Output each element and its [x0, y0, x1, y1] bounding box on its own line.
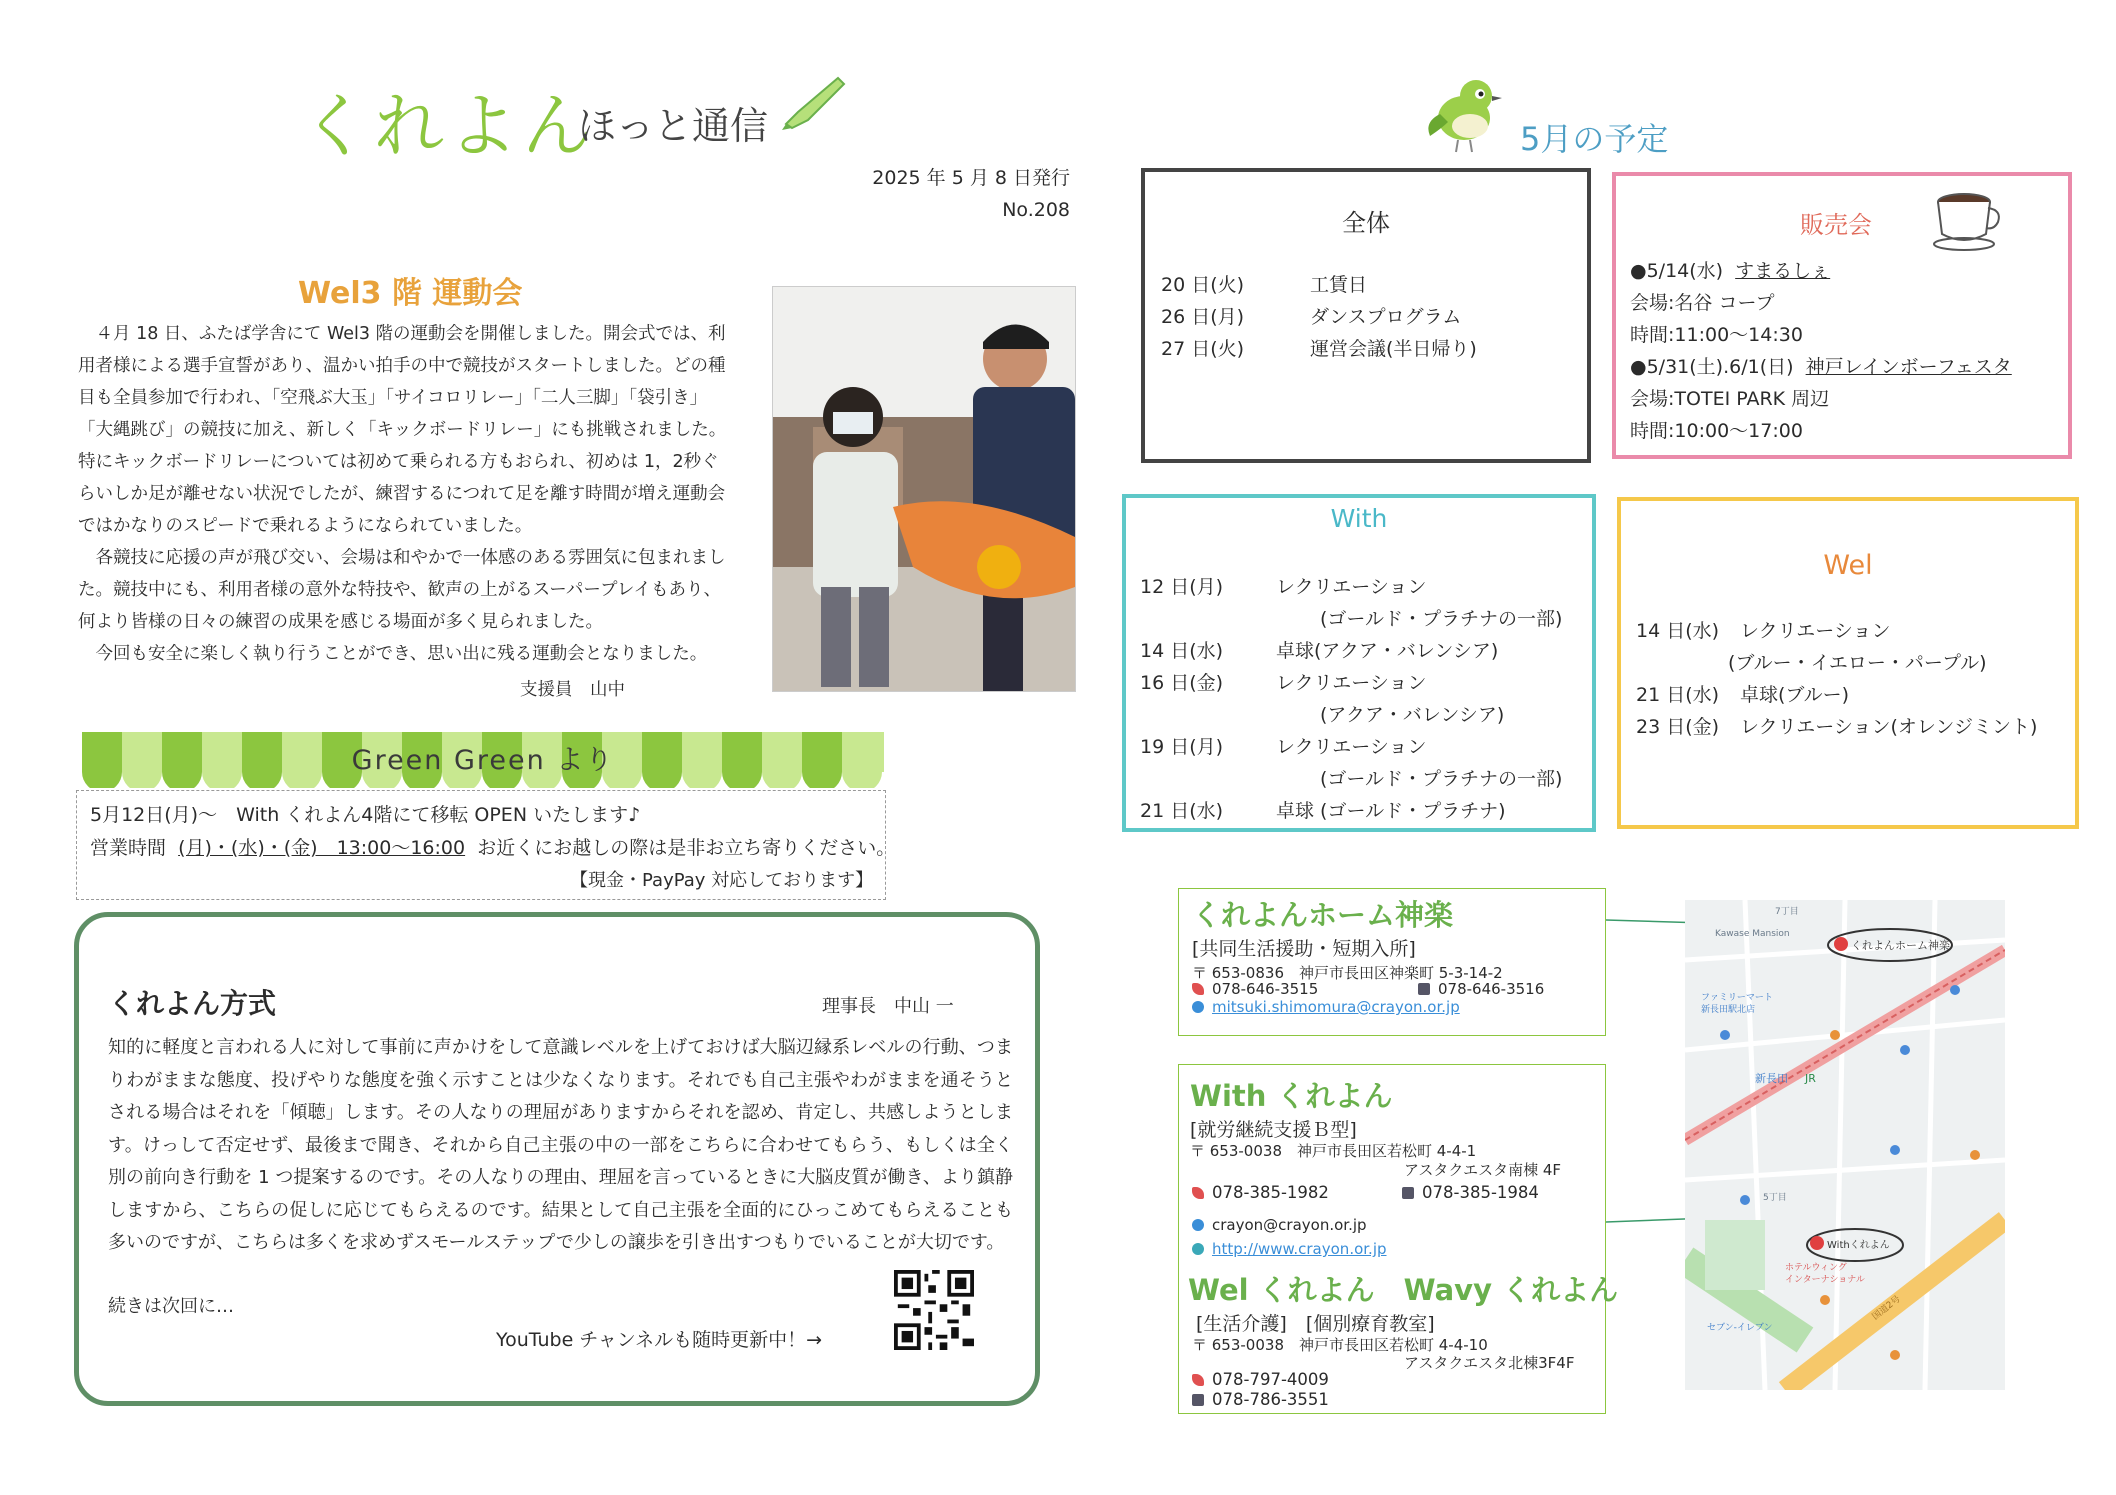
schedule-with-event: 卓球(アクア・バレンシア) [1276, 640, 1499, 662]
sale-venue: 会場:TOTEI PARK 周辺 [1630, 388, 1830, 410]
contact-home-email-text[interactable]: mitsuki.shimomura@crayon.or.jp [1212, 998, 1460, 1016]
article-body [78, 318, 730, 670]
sale-title: 販売会 [1800, 211, 1872, 239]
map-label: Kawase Mansion [1715, 929, 1790, 939]
issue-info [860, 162, 1070, 226]
map-label: 新長田駅北店 [1701, 1005, 1756, 1015]
article-signature: 支援員 山中 [520, 680, 625, 700]
schedule-wel-event: 卓球(ブルー) [1740, 684, 1850, 706]
area-map[interactable] [1685, 900, 2005, 1390]
schedule-with-title: With [1330, 504, 1388, 533]
contact-wel-fax [1192, 1390, 1329, 1409]
map-label: 7丁目 [1775, 907, 1799, 917]
email-icon [1192, 1219, 1204, 1231]
schedule-wel-date: 21 日(水) [1636, 684, 1720, 706]
schedule-all-date: 20 日(火) [1161, 274, 1245, 296]
method-continued: 続きは次回に… [108, 1296, 234, 1317]
coffee-cup-icon [1932, 190, 2004, 252]
schedule-with-event: (アクア・バレンシア) [1320, 704, 1505, 726]
contact-wel-building: アスタクエスタ北棟3F4F [1404, 1354, 1575, 1372]
article-paragraph: 各競技に応援の声が飛び交い、会場は和やかで一体感のある雰囲気に包まれました。競技中にも、利用者様の意外な特技や、歓声の上がるスーパープレイもあり、何より皆様の日々の練習の成果を感じる場面が多く見られました。 [78, 548, 726, 632]
sale-date: ●5/31(土).6/1(日) [1630, 356, 1794, 378]
map-label: 新長田 [1755, 1072, 1788, 1085]
schedule-with-event: (ゴールド・プラチナの一部) [1320, 768, 1563, 790]
schedule-all-date: 27 日(火) [1161, 338, 1245, 360]
schedule-all-title: 全体 [1342, 209, 1390, 237]
schedule-with-event: 卓球 (ゴールド・プラチナ) [1276, 800, 1506, 822]
sale-venue: 会場:名谷 コープ [1630, 292, 1775, 314]
contact-home-tel-number: 078-646-3515 [1212, 980, 1319, 998]
schedule-with-event: レクリエーション [1276, 672, 1427, 694]
sale-date: ●5/14(水) [1630, 260, 1724, 282]
map-label: ホテルウィング [1785, 1263, 1847, 1273]
hours-note: お近くにお越しの際は是非お立ち寄りください。 [477, 837, 896, 859]
fax-icon [1402, 1187, 1414, 1199]
contact-with-fax-number: 078-385-1984 [1422, 1183, 1539, 1202]
phone-icon [1192, 1374, 1204, 1386]
article-paragraph: 今回も安全に楽しく執り行うことができ、思い出に残る運動会となりました。 [95, 644, 708, 664]
map-pin-home-label: くれよんホーム神楽 [1851, 939, 1950, 952]
hours-label: 営業時間 [90, 837, 167, 859]
qr-code-icon[interactable] [894, 1270, 974, 1350]
schedule-with-event: (ゴールド・プラチナの一部) [1320, 608, 1563, 630]
newsletter-subtitle: ほっと通信 [578, 104, 769, 148]
schedule-all-date: 26 日(月) [1161, 306, 1245, 328]
contact-with-email-text[interactable]: crayon@crayon.or.jp [1212, 1216, 1367, 1234]
contact-with-email[interactable] [1192, 1216, 1367, 1234]
map-label: 国道2号 [1870, 1294, 1903, 1323]
contact-with-website-link[interactable]: http://www.crayon.or.jp [1212, 1240, 1387, 1258]
contact-home-fax-number: 078-646-3516 [1438, 980, 1545, 998]
schedule-with-event: レクリエーション [1276, 736, 1427, 758]
youtube-link[interactable]: YouTube チャンネルも随時更新中！→ [496, 1329, 823, 1351]
schedule-wel-event: (ブルー・イエロー・パープル) [1728, 652, 1987, 674]
method-author: 理事長 中山 一 [822, 996, 954, 1017]
sale-time: 時間:11:00～14:30 [1630, 324, 1803, 346]
schedule-wel-event: レクリエーション [1740, 620, 1891, 642]
contact-wel-address: 〒 653-0038 神戸市長田区若松町 4-4-10 [1192, 1336, 1488, 1354]
issue-number: No.208 [1002, 199, 1070, 221]
contact-wel-category: [生活介護] [個別療育教室] [1196, 1313, 1435, 1335]
contact-with-website[interactable] [1192, 1240, 1387, 1258]
contact-with-address: 〒 653-0038 神戸市長田区若松町 4-4-1 [1190, 1142, 1477, 1160]
schedule-with-date: 19 日(月) [1140, 736, 1224, 758]
article-title: Wel3 階 運動会 [298, 276, 523, 311]
sale-event-link[interactable]: 神戸レインボーフェスタ [1805, 356, 2012, 378]
contact-wel-tel [1192, 1370, 1329, 1389]
schedule-with-date: 21 日(水) [1140, 800, 1224, 822]
phone-icon [1192, 1187, 1204, 1199]
email-icon [1192, 1001, 1204, 1013]
contact-with-category: [就労継続支援Ｂ型] [1190, 1119, 1357, 1141]
newsletter-title: くれよん [300, 85, 596, 167]
contact-home-fax [1418, 980, 1544, 998]
contact-with-fax [1402, 1183, 1539, 1202]
pencil-icon [778, 72, 848, 132]
schedule-all-event: 工賃日 [1310, 274, 1368, 296]
map-label: ファミリーマート [1701, 993, 1773, 1003]
method-body: 知的に軽度と言われる人に対して事前に声かけをして意識レベルを上げておけば大脳辺縁系レベルの行動、つまりわがままな態度、投げやりな態度を強く示すことは少なくなります。それでも自己主張やわがままを通そうとされる場合はそれを「傾聴」します。その人なりの理屈がありますからそれを認め、肯定し、共感しようとします。けっして否定せず、最後まで聞き、それから自己主張の中の一部をこちらに合わせてもらう、もしくは全く別の前向き行動を 1 つ提案するのです。その人なりの理由、理屈を言っているときに大脳皮質が働き、より鎮静しますから、こちらの促しに応じてもらえるのです。結果として自己主張を全面的にひっこめてもらえることも多いのですが、こちらは多くを求めずスモールステップで少しの譲歩を引き出すつもりでいることが大切です。 [108, 1037, 1013, 1253]
contact-with-building: アスタクエスタ南棟 4F [1404, 1161, 1562, 1179]
schedule-title: 5月の予定 [1520, 120, 1669, 158]
fax-icon [1418, 983, 1430, 995]
green-green-hours [90, 833, 895, 860]
sale-item [1630, 256, 1830, 283]
schedule-wel-date: 23 日(金) [1636, 716, 1720, 738]
schedule-with-event: レクリエーション [1276, 576, 1427, 598]
contact-home-email[interactable] [1192, 998, 1460, 1016]
schedule-with-date: 14 日(水) [1140, 640, 1224, 662]
schedule-with-date: 12 日(月) [1140, 576, 1224, 598]
sale-item [1630, 352, 2012, 379]
contact-wel-fax-number: 078-786-3551 [1212, 1390, 1329, 1409]
contact-home-tel [1192, 980, 1318, 998]
phone-icon [1192, 983, 1204, 995]
contact-wel-tel-number: 078-797-4009 [1212, 1370, 1329, 1389]
sale-time: 時間:10:00～17:00 [1630, 420, 1803, 442]
issue-date: 2025 年 5 月 8 日発行 [872, 167, 1070, 189]
contact-home-title: くれよんホーム神楽 [1192, 898, 1454, 932]
hours-value: (月)・(水)・(金) 13:00～16:00 [178, 837, 466, 859]
contact-home-category: [共同生活援助・短期入所] [1192, 938, 1416, 960]
sports-day-photo [772, 286, 1076, 692]
schedule-all-event: 運営会議(半日帰り) [1310, 338, 1477, 360]
schedule-wel-event: レクリエーション(オレンジミント) [1740, 716, 2038, 738]
method-title: くれよん方式 [108, 987, 277, 1020]
contact-home-address: 〒 653-0836 神戸市長田区神楽町 5-3-14-2 [1192, 964, 1503, 982]
map-label: インターナショナル [1785, 1275, 1865, 1285]
sale-event-link[interactable]: すまるしぇ [1735, 260, 1831, 282]
contact-with-tel [1192, 1183, 1329, 1202]
schedule-wel-title: Wel [1823, 550, 1873, 581]
contact-wel-title: Wel くれよん Wavy くれよん [1188, 1273, 1619, 1307]
map-label: 5丁目 [1763, 1193, 1787, 1203]
contact-with-tel-number: 078-385-1982 [1212, 1183, 1329, 1202]
map-label: セブン-イレブン [1707, 1323, 1773, 1333]
article-paragraph: ４月 18 日、ふたば学舎にて Wel3 階の運動会を開催しました。開会式では、利用者様による選手宣誓があり、温かい拍手の中で競技がスタートしました。どの種目も全員参加で行われ、「空飛ぶ大玉」「サイコロリレー」「二人三脚」「袋引き」「大縄跳び」の競技に加え、新しく「キックボードリレー」にも挑戦されました。特にキックボードリレーについては初めて乗られる方もおられ、初めは 1，2秒ぐらいしか足が離せない状況でしたが、練習するにつれて足を離す時間が増え運動会ではかなりのスピードで乗れるようになられていました。 [78, 324, 727, 536]
fax-icon [1192, 1394, 1204, 1406]
map-pin-with-label: Withくれよん [1827, 1240, 1890, 1251]
globe-icon [1192, 1243, 1204, 1255]
schedule-wel-date: 14 日(水) [1636, 620, 1720, 642]
schedule-all-event: ダンスプログラム [1310, 306, 1462, 328]
green-green-payment: 【現金・PayPay 対応しております】 [570, 870, 874, 891]
schedule-with-date: 16 日(金) [1140, 672, 1224, 694]
bird-icon [1418, 66, 1508, 156]
green-green-title: Green Green より [351, 745, 615, 776]
contact-with-title: With くれよん [1190, 1079, 1393, 1113]
map-label: JR [1805, 1072, 1816, 1085]
green-green-opening: 5月12日(月)～ With くれよん4階にて移転 OPEN いたします♪ [90, 804, 641, 826]
